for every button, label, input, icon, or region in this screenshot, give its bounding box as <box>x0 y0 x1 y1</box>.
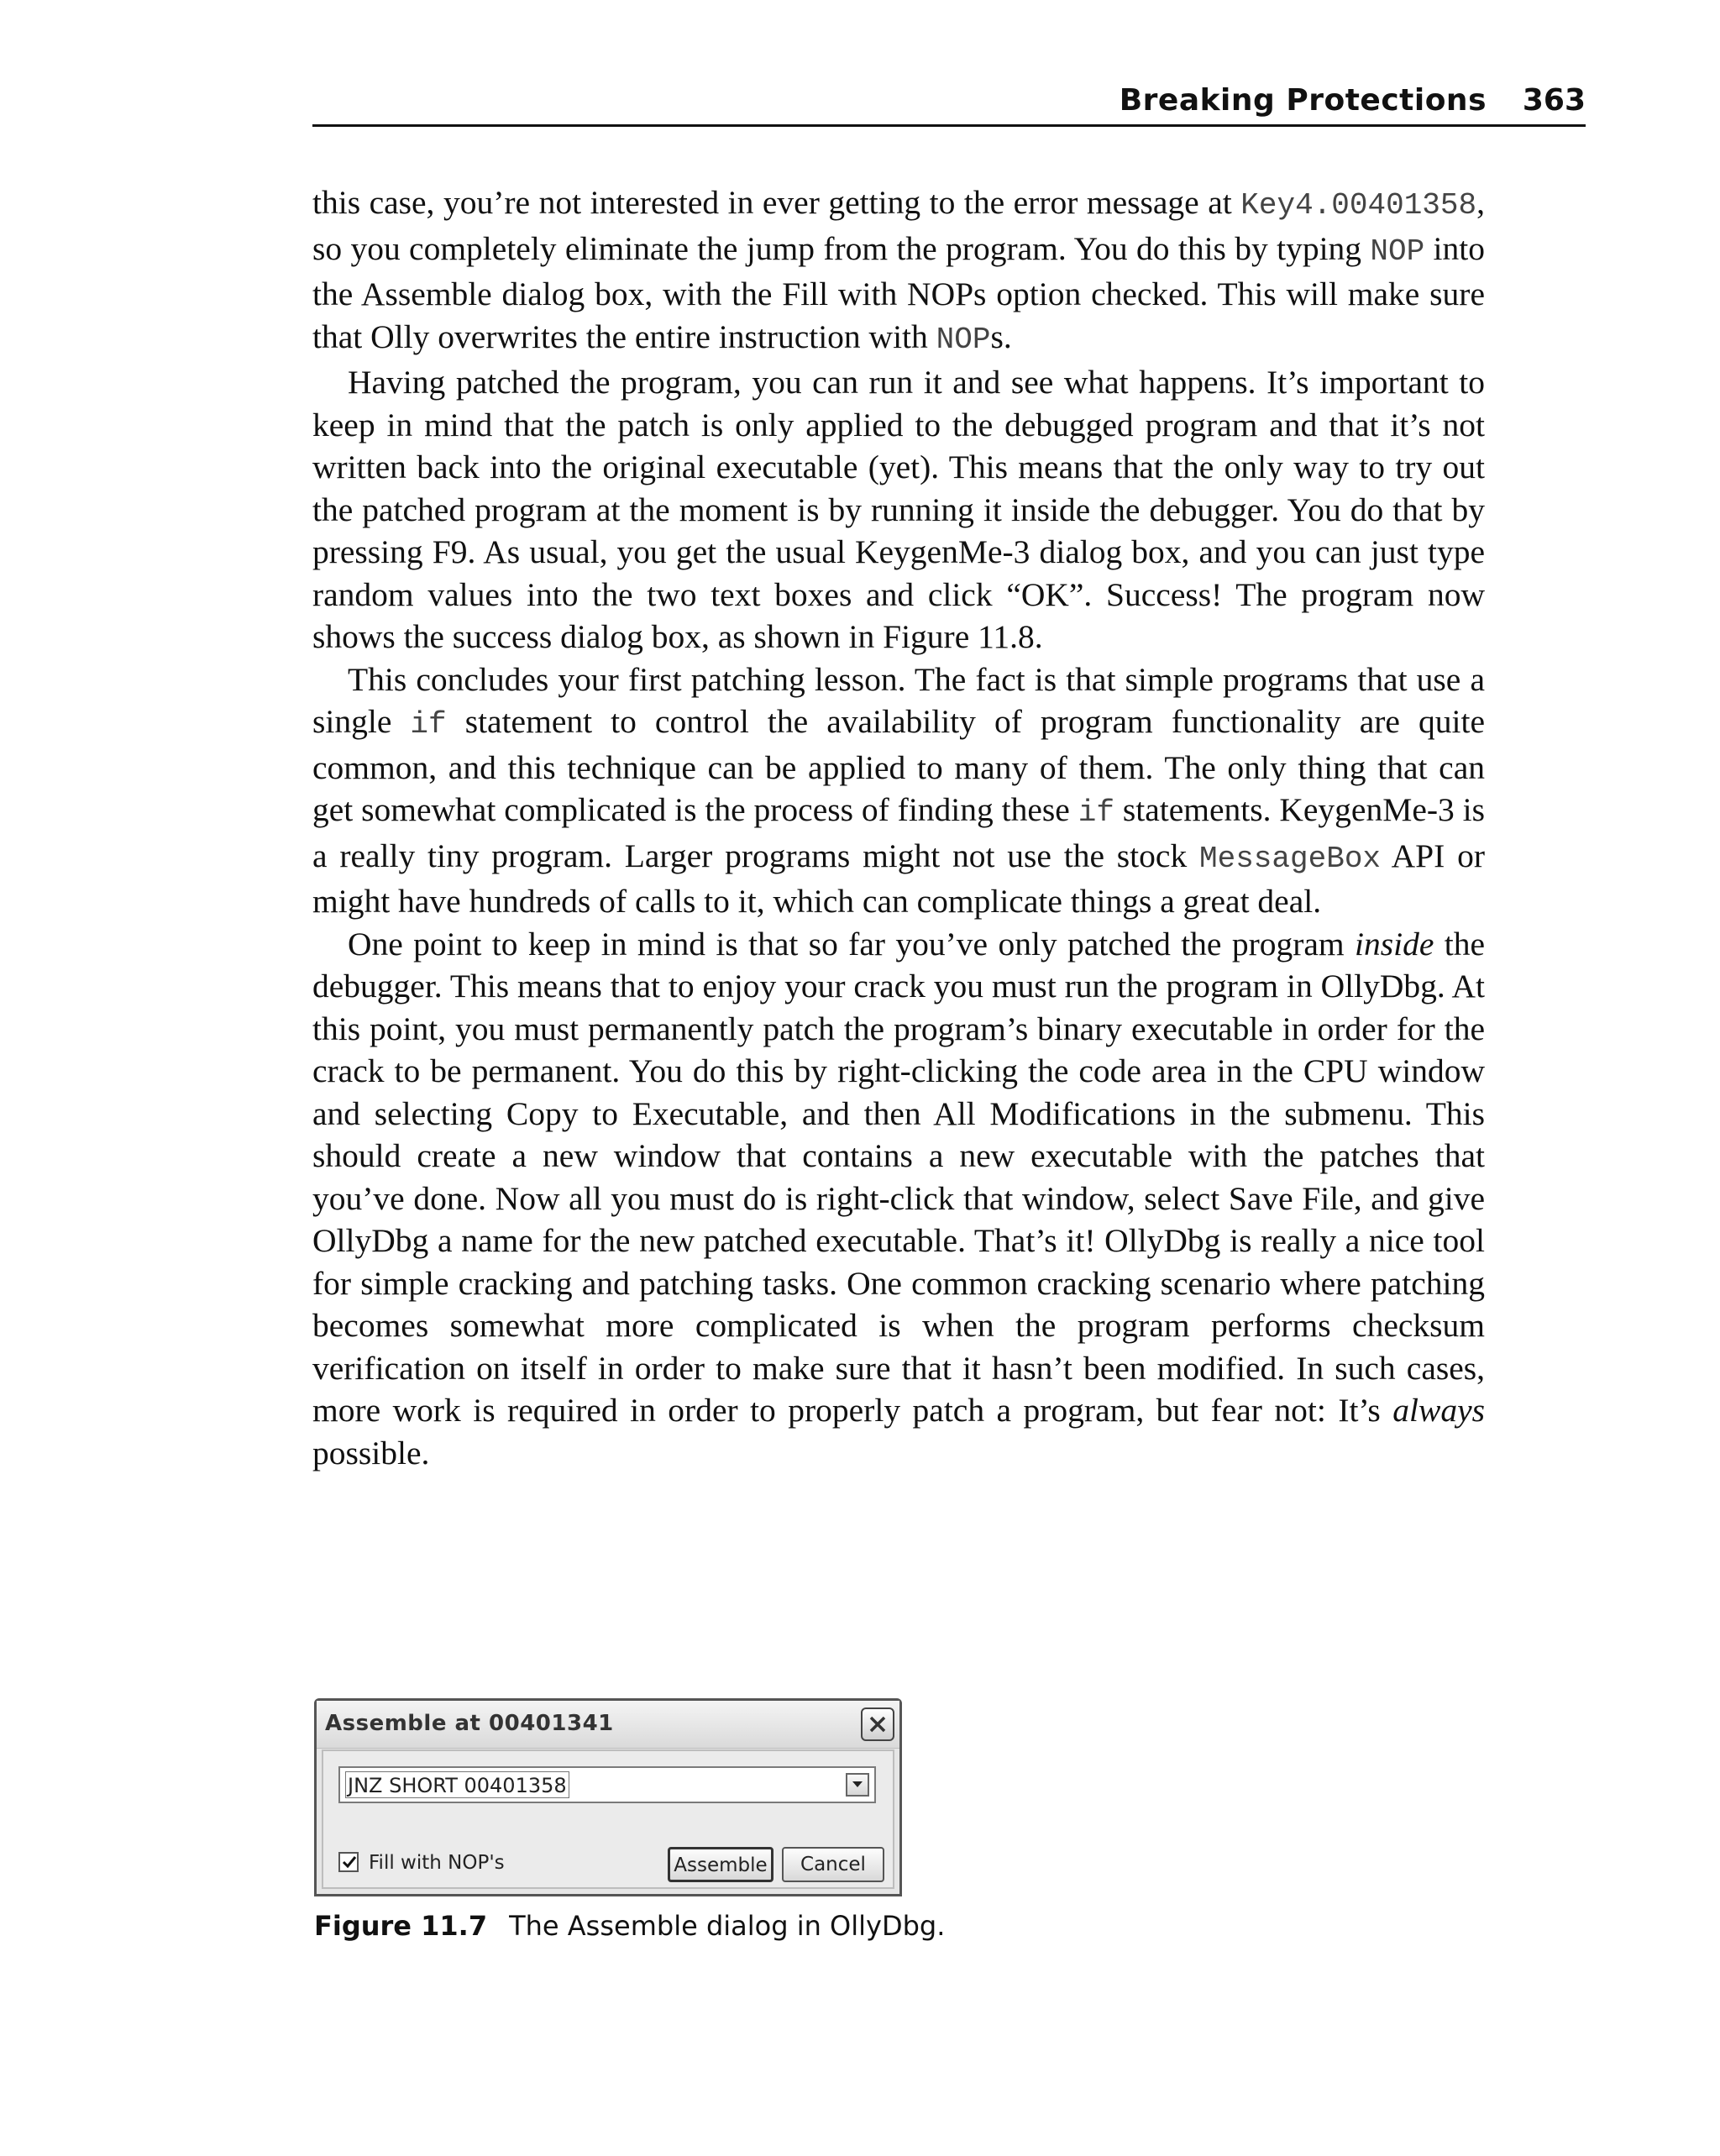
close-button[interactable] <box>861 1707 894 1741</box>
dialog-title: Assemble at 00401341 <box>325 1711 614 1736</box>
body-text <box>312 181 1485 1474</box>
instruction-combobox[interactable] <box>338 1766 876 1803</box>
figure-caption <box>314 1907 945 1944</box>
cancel-button[interactable]: Cancel <box>782 1847 884 1882</box>
instruction-input[interactable]: JNZ SHORT 00401358 <box>345 1771 569 1798</box>
assemble-button[interactable]: Assemble <box>668 1847 773 1882</box>
assemble-dialog <box>314 1698 902 1896</box>
dropdown-arrow-icon <box>852 1781 863 1788</box>
fill-nops-checkbox[interactable] <box>338 1852 359 1872</box>
paragraph-2: Having patched the program, you can run it and see what happens. It’s important to keep in mind that the patch is only applied to the debugged program and that it’s not written back into the original executable (yet). This means that the only way to try out the patched program at the moment is by running it inside the debugger. You do that by pressing F9. As usual, you get the usual KeygenMe-3 dialog box, and you can just type random values into the two text boxes and click “OK”. Success! The program now shows the success dialog box, as shown in Figure 11.8. <box>312 364 1485 655</box>
code-if: if <box>410 707 447 742</box>
emphasis-inside: inside <box>1355 925 1434 963</box>
running-header <box>312 77 1586 127</box>
chapter-title: Breaking Protections <box>1119 83 1487 118</box>
dropdown-button[interactable] <box>846 1773 869 1797</box>
code-if: if <box>1078 795 1114 830</box>
figure-label: Figure 11.7 <box>314 1910 488 1942</box>
code-nop: NOP <box>1370 233 1425 269</box>
dialog-body <box>322 1749 894 1889</box>
emphasis-always: always <box>1392 1392 1485 1429</box>
fill-nops-label: Fill with NOP's <box>369 1852 505 1874</box>
paragraph-4: One point to keep in mind is that so far you’ve only patched the program inside the debugger. This means that to enjoy your crack you must run the program in OllyDbg. At this point, you must permanently patch the program’s binary executable in order for the crack to be permanent. You do this by right-clicking the code area in the CPU window and selecting Copy to Executable, and then All Modifications in the submenu. This should create a new window that contains a new executable with the patches that you’ve done. Now all you must do is right-click that window, select Save File, and give OllyDbg a name for the new patched executable. That’s it! OllyDbg is really a nice tool for simple cracking and patching tasks. One common cracking scenario where patching becomes somewhat more complicated is when the program performs checksum verification on itself in order to make sure that it hasn’t been modified. In such cases, more work is required in order to properly patch a program, but fear not: It’s always possible. <box>312 925 1485 1471</box>
code-messagebox: MessageBox <box>1198 841 1382 876</box>
figure-caption-text: The Assemble dialog in OllyDbg. <box>509 1910 946 1942</box>
code-key4-address: Key4.00401358 <box>1240 188 1477 223</box>
paragraph-3: This concludes your first patching lesson. The fact is that simple programs that use a single if statement to control the availability of program functionality are quite common, and this technique can be applied to many of them. The only thing that can get somewhat complicated is the process of finding these if statements. KeygenMe-3 is a really tiny program. Larger programs might not use the stock MessageBox API or might have hundreds of calls to it, which can complicate things a great deal. <box>312 660 1485 920</box>
code-nop-plural: NOP <box>936 322 991 357</box>
page-number: 363 <box>1522 83 1586 118</box>
close-icon <box>868 1714 888 1734</box>
dialog-titlebar <box>317 1701 899 1749</box>
checkmark-icon <box>342 1854 357 1870</box>
paragraph-1: this case, you’re not interested in ever getting to the error message at Key4.00401358, so you completely eliminate the jump from the program. You do this by typing NOP into the Assemble dialog box, with the Fill with NOPs option checked. This will make sure that Olly overwrites the entire instruction with NOPs. <box>312 184 1486 357</box>
